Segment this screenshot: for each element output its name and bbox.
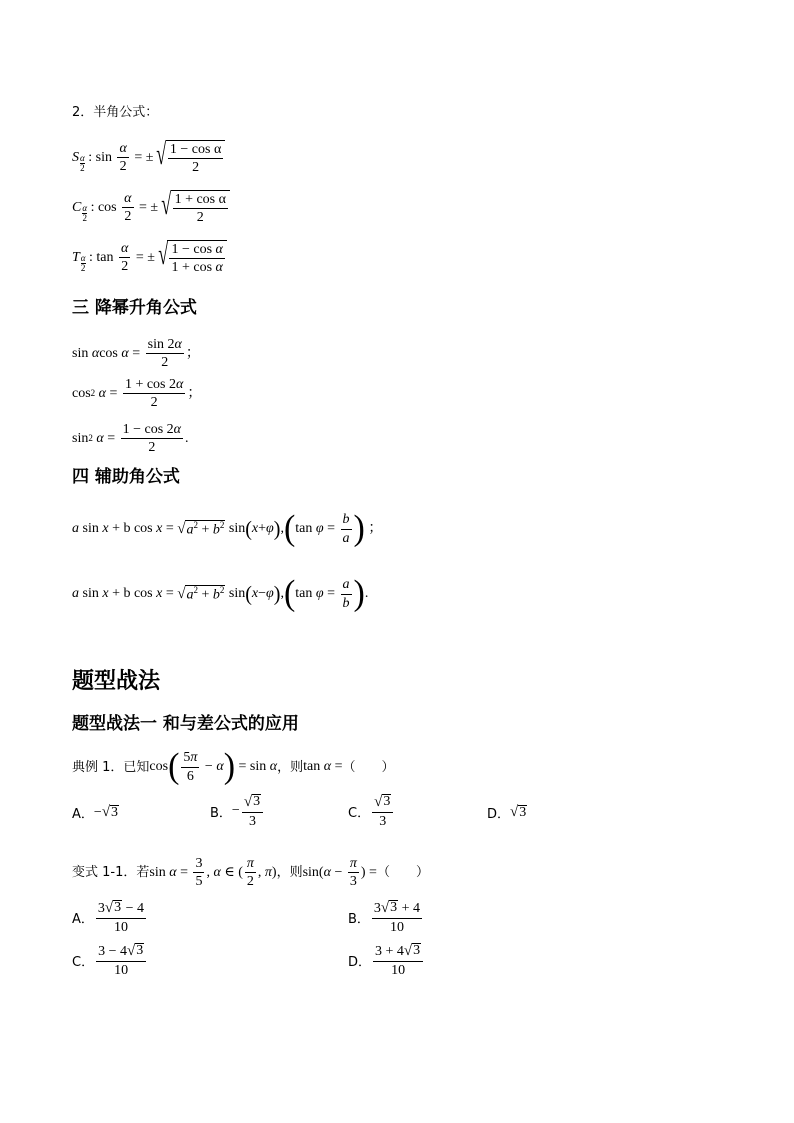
variant1-question: 变式 1-1．若 sin α = 3 5 , α ∈ ( π 2 , π ) ，则 sin( α − π 3 ) = （ ） [72, 856, 429, 890]
variant1-option-b[interactable]: B． 3 √ 3 + 4 10 [348, 900, 421, 935]
half-angle-cos-formula: C α 2 : cos $\frac{\alpha}{2}$ = ± √ 1 + cos α 2 [72, 190, 230, 226]
variant1-mid: ，则 [276, 865, 303, 881]
sin-squared-formula: sin 2 α = 1 − cos 2α 2 . [72, 422, 189, 456]
variant1-paren: （ ） [376, 865, 429, 881]
example1-mid: ，则 [277, 759, 304, 775]
example1-option-d[interactable]: D． √ 3 [487, 804, 527, 822]
example1-option-b[interactable]: B． − √ 3 3 [210, 794, 265, 829]
tixing-title: 题型战法 [72, 669, 161, 694]
cos-label: C [72, 199, 82, 215]
cos-squared-formula: cos 2 α = 1 + cos 2α 2 ； [72, 377, 202, 411]
half-angle-title: 2．半角公式： [72, 105, 159, 120]
auxiliary-angle-title: 四 辅助角公式 [72, 467, 180, 487]
variant1-option-d[interactable]: D． 3 + 4 √ 3 10 [348, 943, 425, 978]
example1-paren: （ ） [342, 759, 395, 775]
half-angle-tan-formula: T α 2 : tan $\frac{\alpha}{2}$ = ± √ 1 − cos α 1 + cos α [72, 240, 227, 276]
example1-option-a[interactable]: A． − √ 3 [72, 804, 119, 822]
auxiliary-formula-plus: a sin x + b cos x = √ $a^2 + b^2$ sin ( x + φ ) , ( tan φ = b a ) ； [72, 509, 383, 548]
tixing-subtitle: 题型战法一 和与差公式的应用 [72, 714, 299, 734]
power-reduction-title: 三 降幂升角公式 [72, 298, 197, 318]
variant1-option-a[interactable]: A． 3 √ 3 − 4 10 [72, 900, 145, 935]
sin-label: S [72, 149, 79, 165]
sin-numerator: 1 − cos α [168, 142, 223, 159]
variant1-option-c[interactable]: C． 3 − 4 √ 3 10 [72, 943, 148, 978]
cos-numerator: 1 + cos α [173, 192, 228, 209]
auxiliary-formula-minus: a sin x + b cos x = √ $a^2 + b^2$ sin ( x − φ ) , ( tan φ = a b ) . [72, 574, 369, 613]
example1-question: 典例 1．已知 cos ( 5π 6 − α ) = sin α ，则 tan α = （ ） [72, 747, 395, 786]
tan-label: T [72, 249, 80, 265]
variant1-prefix: 变式 1-1．若 [72, 865, 150, 881]
sin-cos-product-formula: sin α cos α = sin 2α 2 ； [72, 337, 200, 371]
example1-option-c[interactable]: C． √ 3 3 [348, 794, 395, 829]
example1-prefix: 典例 1．已知 [72, 759, 150, 775]
half-angle-sin-formula: S α 2 : sin $\frac{\alpha}{2}$ = ± √ 1 − cos α 2 [72, 140, 225, 176]
